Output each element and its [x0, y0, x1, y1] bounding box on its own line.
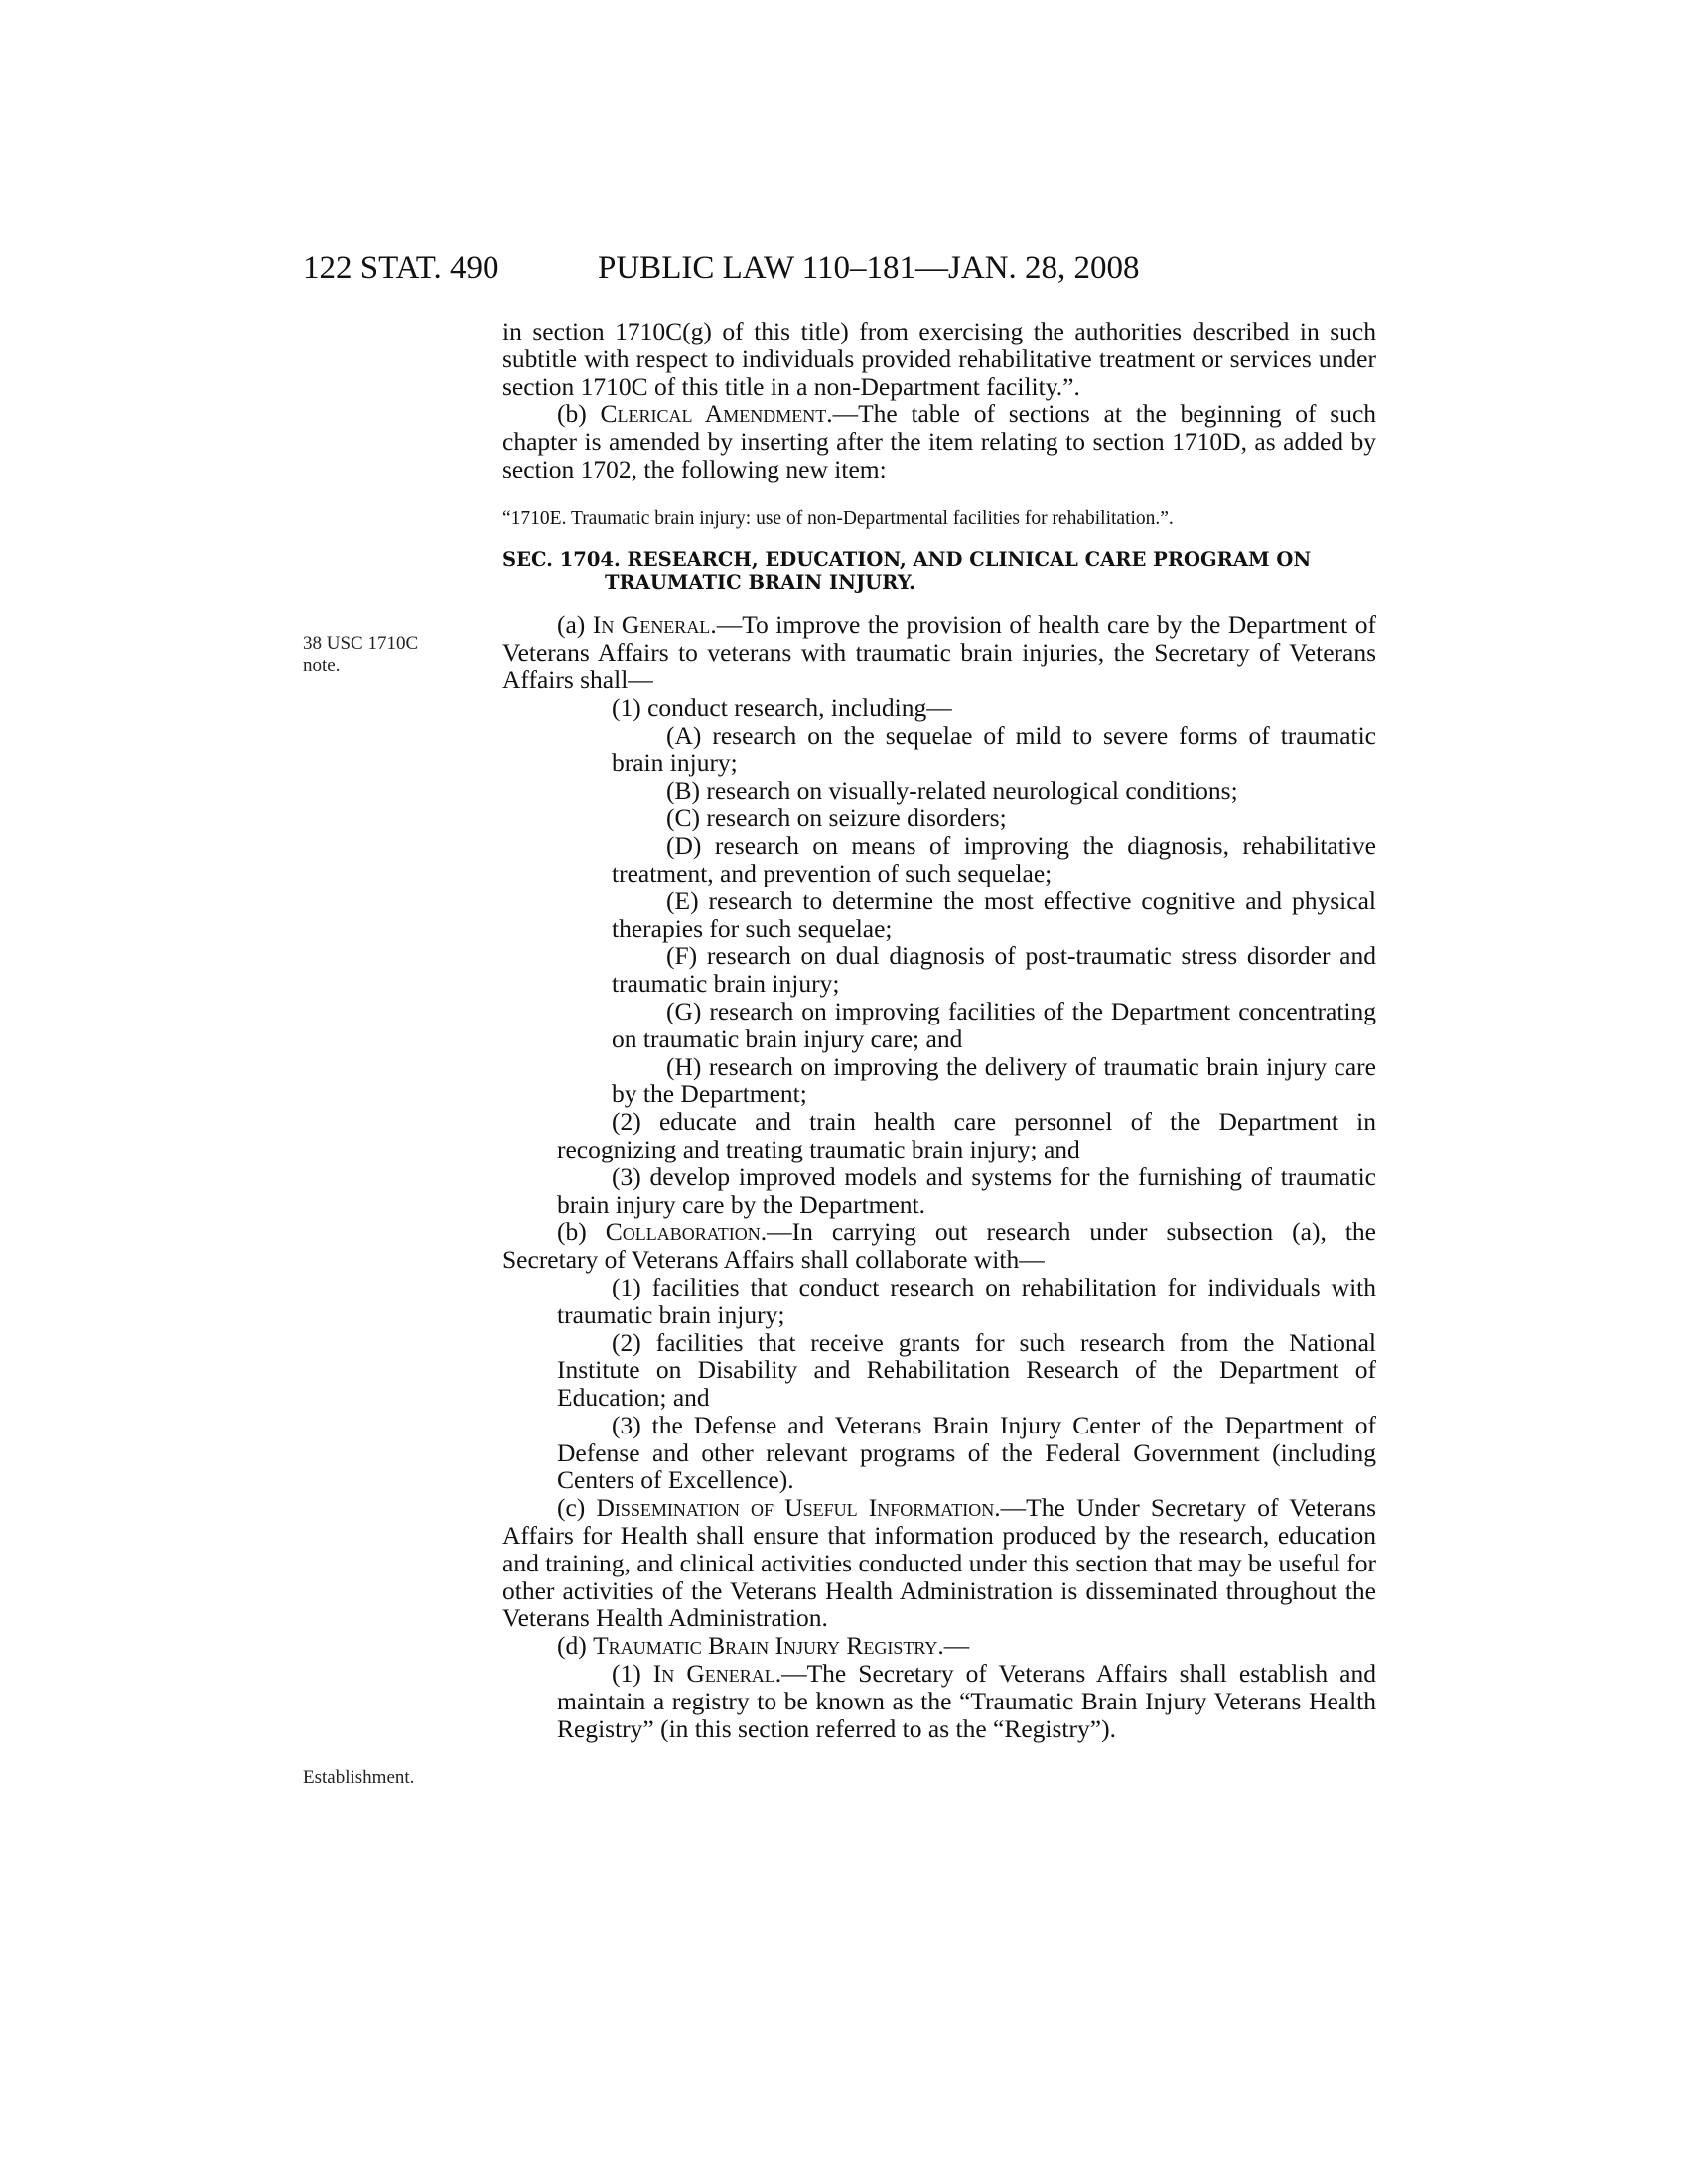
subsection-heading: Collaboration: [605, 1217, 761, 1247]
paragraph-d1: (1) In General.—The Secretary of Veterans Affairs shall establish and maintain a registry to be known as the “Traumatic Brain Injury Veterans Health Registry” (in this section referred to as the “Registry”).: [557, 1659, 1376, 1743]
statute-page-number: 122 STAT. 490: [303, 250, 499, 286]
paragraph-heading: In General: [652, 1659, 775, 1689]
document-body: [502, 318, 1376, 1742]
subparagraph-a1C: (C) research on seizure disorders;: [666, 803, 1007, 833]
subsection-b: (b) Collaboration.—In carrying out research under subsection (a), the Secretary of Veterans Affairs shall collaborate with—: [502, 1217, 1376, 1275]
page-header: [303, 246, 1377, 290]
subparagraph-a1A: (A) research on the sequelae of mild to severe forms of traumatic brain injury;: [612, 720, 1376, 777]
paragraph-continuation: in section 1710C(g) of this title) from exercising the authorities described in such subtitle with respect to individuals provided rehabilitative treatment or services under section 1710C of this title in a non-Department facility.”.: [502, 317, 1376, 401]
subparagraph-a1D: (D) research on means of improving the diagnosis, rehabilitative treatment, and prevention of such sequelae;: [612, 831, 1376, 887]
section-heading: SEC. 1704. RESEARCH, EDUCATION, AND CLINICAL CARE PROGRAM ON TRAUMATIC BRAIN INJURY.: [502, 547, 1312, 594]
paragraph-b-clerical: (b) Clerical Amendment.—The table of sections at the beginning of such chapter is amended by inserting after the item relating to section 1710D, as added by section 1702, the following new item:: [502, 399, 1377, 483]
subsection-heading: Traumatic Brain Injury Registry: [593, 1631, 938, 1661]
paragraph-b2: (2) facilities that receive grants for such research from the National Institute on Disability and Rehabilitation Research of the Department of Education; and: [557, 1327, 1376, 1413]
margin-note-usc: 38 USC 1710C note.: [303, 633, 419, 676]
subsection-d: (d) Traumatic Brain Injury Registry.—: [557, 1631, 970, 1661]
subparagraph-a1F: (F) research on dual diagnosis of post-traumatic stress disorder and traumatic brain injury;: [612, 941, 1376, 999]
subparagraph-a1B: (B) research on visually-related neurological conditions;: [666, 775, 1238, 805]
subparagraph-a1H: (H) research on improving the delivery of traumatic brain injury care by the Department;: [612, 1051, 1376, 1109]
paragraph-a2: (2) educate and train health care personnel of the Department in recognizing and treating traumatic brain injury; and: [557, 1107, 1376, 1163]
subsection-heading: Dissemination of Useful Information: [596, 1493, 995, 1523]
running-title: PUBLIC LAW 110–181—JAN. 28, 2008: [598, 250, 1140, 286]
paragraph-b1: (1) facilities that conduct research on rehabilitation for individuals with traumatic brain injury;: [557, 1272, 1376, 1329]
subsection-a: (a) In General.—To improve the provision of health care by the Department of Veterans Affairs to veterans with traumatic brain injuries, the Secretary of Veterans Affairs shall—: [502, 610, 1376, 695]
subparagraph-a1G: (G) research on improving facilities of the Department concentrating on traumatic brain injury care; and: [612, 996, 1376, 1053]
subparagraph-a1E: (E) research to determine the most effective cognitive and physical therapies for such sequelae;: [612, 886, 1376, 943]
table-of-sections-item: “1710E. Traumatic brain injury: use of non-Departmental facilities for rehabilitation.”.: [502, 507, 1174, 529]
paragraph-a1: (1) conduct research, including—: [612, 693, 952, 723]
subsection-heading: Clerical Amendment: [600, 399, 827, 429]
margin-note-establishment: Establishment.: [303, 1767, 415, 1788]
subsection-heading: In General: [592, 610, 711, 639]
subsection-c: (c) Dissemination of Useful Information.—The Under Secretary of Veterans Affairs for Health shall ensure that information produced by the research, education and training, and clinical activities conducted under this section that may be useful for other activities of the Veterans Health Administration is disseminated throughout the Veterans Health Administration.: [502, 1493, 1377, 1633]
paragraph-a3: (3) develop improved models and systems for the furnishing of traumatic brain injury care by the Department.: [557, 1161, 1376, 1219]
paragraph-b3: (3) the Defense and Veterans Brain Injury Center of the Department of Defense and other relevant programs of the Federal Government (including Centers of Excellence).: [557, 1410, 1376, 1495]
